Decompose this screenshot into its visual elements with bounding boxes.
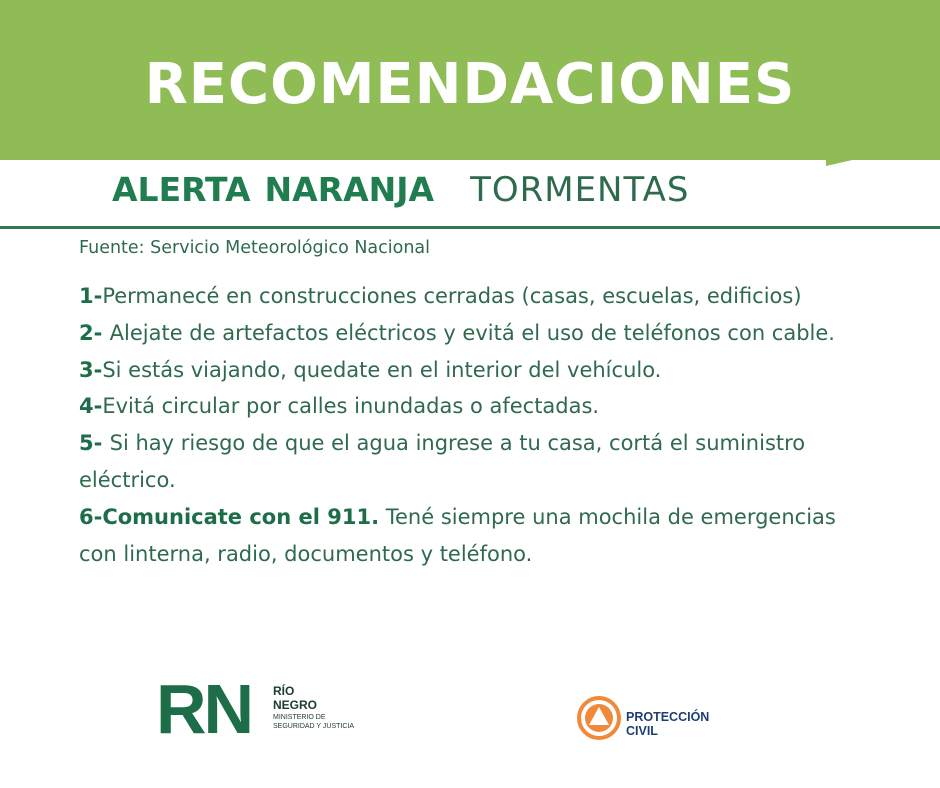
proteccion-civil-logo — [576, 695, 746, 745]
rec-number: 2- — [79, 320, 110, 345]
pc-line1: PROTECCIÓN — [626, 710, 710, 724]
rn-name-line1: RÍO — [273, 684, 295, 698]
pc-line2: CIVIL — [626, 724, 658, 738]
recommendation-item — [79, 278, 879, 315]
alert-heading — [112, 170, 689, 216]
recommendations-list — [79, 278, 879, 572]
rn-ministry-line2: SEGURIDAD Y JUSTICIA — [273, 723, 355, 730]
rec-number: 4- — [79, 394, 103, 419]
rn-ministry-line1: MINISTERIO DE — [273, 714, 326, 721]
alert-word: ALERTA — [112, 170, 251, 209]
recommendation-item — [79, 352, 879, 389]
rec-text: Tené siempre una mochila de emergencias con linterna, radio, documentos y teléfono. — [79, 504, 836, 566]
civil-protection-icon — [576, 695, 622, 741]
rec-number: 6- — [79, 504, 103, 529]
recommendation-item — [79, 499, 879, 573]
page-title: RECOMENDACIONES — [144, 52, 796, 117]
rec-text: Evitá circular por calles inundadas o afectadas. — [102, 394, 600, 419]
rn-letters: RN — [156, 670, 252, 748]
source-note: Fuente: Servicio Meteorológico Nacional — [79, 238, 431, 258]
rec-text: Si hay riesgo de que el agua ingrese a tu casa, cortá el suministro eléctrico. — [79, 431, 806, 492]
rec-bold-text: Comunicate con el 911. — [102, 504, 380, 529]
alert-type: TORMENTAS — [470, 170, 690, 210]
divider — [0, 226, 940, 229]
rec-number: 3- — [79, 357, 103, 382]
rec-text: Alejate de artefactos eléctricos y evitá el uso de teléfonos con cable. — [109, 320, 835, 345]
rec-number: 5- — [79, 431, 110, 456]
recommendation-item — [79, 388, 879, 425]
recommendation-item — [79, 425, 879, 499]
rec-text: Permanecé en construcciones cerradas (casas, escuelas, edificios) — [102, 284, 802, 308]
alert-level: NARANJA — [264, 170, 435, 209]
recommendation-item — [79, 315, 879, 352]
rec-number: 1- — [79, 284, 103, 308]
rec-text: Si estás viajando, quedate en el interior del vehículo. — [102, 357, 662, 382]
rn-name-line2: NEGRO — [273, 698, 318, 712]
rio-negro-logo — [156, 670, 386, 748]
